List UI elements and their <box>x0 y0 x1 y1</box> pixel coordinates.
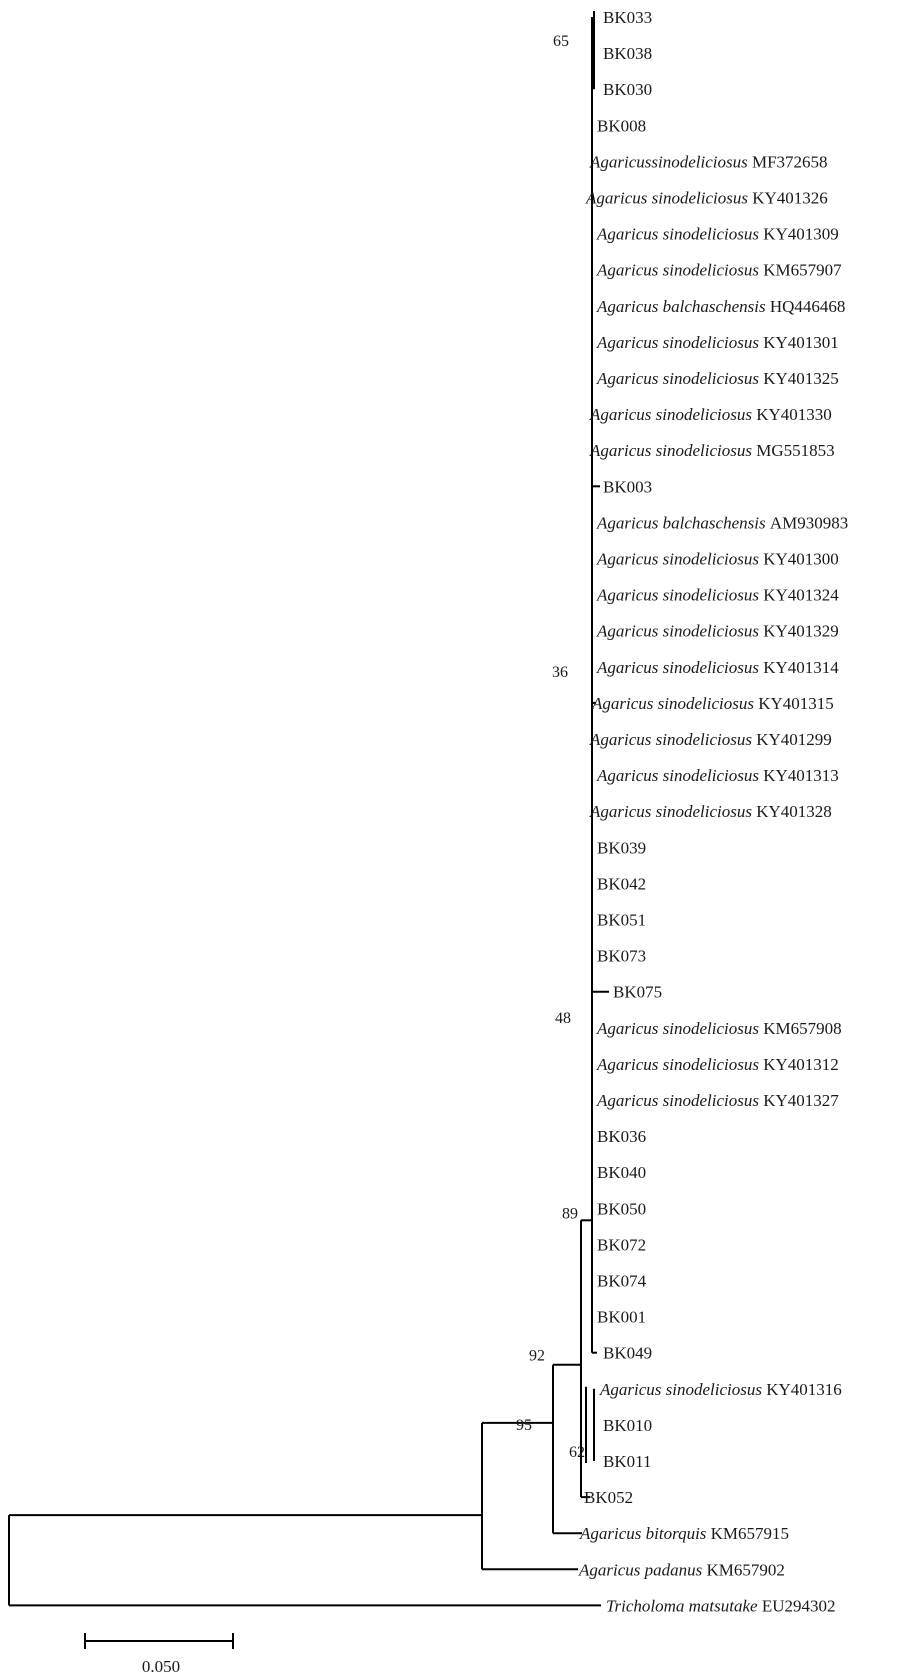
taxon-label: Agaricus bitorquis KM657915 <box>580 1524 790 1544</box>
bootstrap-values <box>516 33 585 1461</box>
taxon-label: Agaricus sinodeliciosus KY401312 <box>597 1054 839 1074</box>
taxon-label: Agaricus sinodeliciosus KY401324 <box>597 585 839 605</box>
taxon-label: Agaricus sinodeliciosus KY401327 <box>597 1091 839 1110</box>
taxon-label: BK072 <box>597 1235 647 1255</box>
taxon-label: BK001 <box>597 1307 647 1327</box>
taxon-label: BK033 <box>603 8 653 27</box>
taxon-label: Agaricus sinodeliciosus KY401328 <box>590 802 832 822</box>
taxon-label: Agaricus sinodeliciosus KY401325 <box>597 369 839 388</box>
taxon-label: BK074 <box>597 1271 647 1291</box>
scale-bar <box>85 1633 233 1676</box>
taxon-label: Agaricussinodeliciosus MF372658 <box>590 152 828 172</box>
taxon-label: Tricholoma matsutake EU294302 <box>606 1596 836 1616</box>
taxon-label: BK050 <box>597 1199 647 1219</box>
taxon-label: BK039 <box>597 838 647 858</box>
taxon-label: BK042 <box>597 874 647 894</box>
taxon-label: BK052 <box>584 1488 634 1508</box>
taxon-label: BK011 <box>603 1452 652 1471</box>
taxon-label: Agaricus sinodeliciosus KY401313 <box>597 766 839 786</box>
taxon-labels <box>578 8 848 1615</box>
bootstrap-value: 48 <box>555 1009 571 1027</box>
taxon-label: BK051 <box>597 910 647 930</box>
taxon-label: Agaricus sinodeliciosus KY401326 <box>586 188 828 208</box>
taxon-label: Agaricus sinodeliciosus KM657908 <box>597 1018 842 1038</box>
taxon-label: Agaricus sinodeliciosus KY401309 <box>597 224 839 244</box>
taxon-label: Agaricus sinodeliciosus KY401316 <box>600 1379 842 1399</box>
taxon-label: BK010 <box>603 1415 653 1435</box>
bootstrap-value: 89 <box>562 1205 578 1223</box>
taxon-label: Agaricus sinodeliciosus KY401300 <box>597 549 839 569</box>
taxon-label: Agaricus sinodeliciosus KY401315 <box>592 693 834 713</box>
taxon-label: Agaricus sinodeliciosus KY401299 <box>590 730 832 749</box>
taxon-label: BK075 <box>613 982 663 1002</box>
taxon-label: Agaricus balchaschensis AM930983 <box>597 513 849 533</box>
bootstrap-value: 62 <box>569 1444 585 1461</box>
taxon-label: Agaricus sinodeliciosus MG551853 <box>590 441 835 461</box>
taxon-label: Agaricus sinodeliciosus KY401330 <box>590 405 832 425</box>
tree-branches <box>9 11 609 1605</box>
taxon-label: BK030 <box>603 80 653 100</box>
bootstrap-value: 95 <box>516 1416 532 1434</box>
taxon-label: Agaricus sinodeliciosus KY401329 <box>597 621 839 641</box>
taxon-label: BK038 <box>603 44 653 64</box>
taxon-label: BK073 <box>597 946 647 966</box>
bootstrap-value: 65 <box>553 33 569 51</box>
scale-bar-label: 0.050 <box>141 1657 181 1676</box>
taxon-label: Agaricus sinodeliciosus KY401314 <box>597 657 839 677</box>
taxon-label: BK008 <box>597 116 647 136</box>
taxon-label: BK003 <box>603 477 653 497</box>
taxon-label: Agaricus balchaschensis HQ446468 <box>597 296 846 316</box>
taxon-label: Agaricus sinodeliciosus KY401301 <box>597 332 839 352</box>
taxon-label: BK049 <box>603 1343 653 1363</box>
taxon-label: Agaricus padanus KM657902 <box>579 1560 785 1580</box>
taxon-label: BK040 <box>597 1163 647 1183</box>
bootstrap-value: 92 <box>529 1347 545 1365</box>
taxon-label: Agaricus sinodeliciosus KM657907 <box>597 260 842 280</box>
bootstrap-value: 36 <box>552 663 568 681</box>
taxon-label: BK036 <box>597 1127 647 1147</box>
